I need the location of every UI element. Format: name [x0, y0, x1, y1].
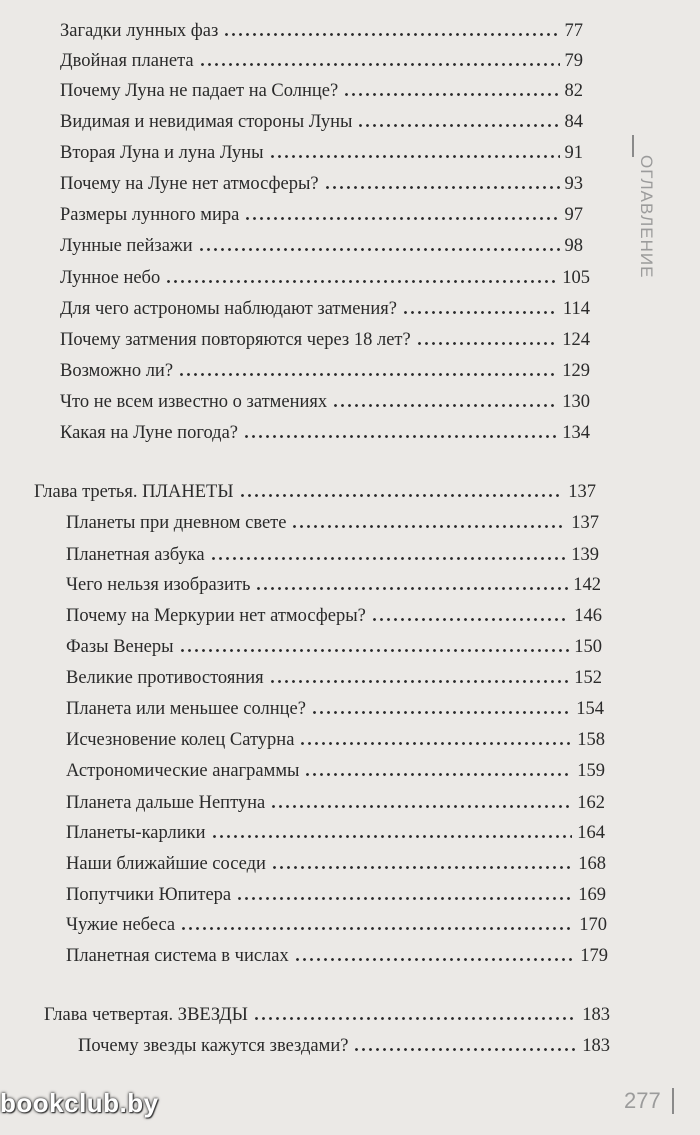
toc-leader-dots: [198, 236, 560, 252]
toc-entry-title: Исчезновение колец Сатурна: [66, 730, 295, 750]
toc-leader-dots: [243, 423, 557, 439]
toc-entry: [34, 477, 596, 507]
running-head-bar: [632, 135, 634, 157]
toc-entry-page: 77: [564, 21, 583, 41]
toc-leader-dots: [311, 699, 571, 715]
toc-leader-dots: [180, 915, 574, 931]
toc-entry: [60, 356, 590, 386]
toc-entry: [60, 16, 583, 46]
toc-entry-title: Видимая и невидимая стороны Луны: [60, 112, 353, 132]
toc-entry: [60, 107, 583, 137]
toc-leader-dots: [165, 268, 557, 284]
toc-leader-dots: [416, 330, 558, 346]
toc-entry: [66, 632, 602, 662]
toc-entry: [66, 788, 605, 818]
toc-entry: [66, 663, 602, 693]
toc-entry: [78, 1031, 610, 1061]
toc-entry-title: Попутчики Юпитера: [66, 885, 232, 905]
toc-entry-page: 170: [579, 915, 607, 935]
toc-leader-dots: [236, 885, 573, 901]
toc-entry-page: 152: [574, 668, 602, 688]
toc-entry-title: Почему звезды кажутся звездами?: [78, 1036, 349, 1056]
toc-leader-dots: [269, 143, 560, 159]
toc-entry: [60, 294, 590, 324]
toc-leader-dots: [178, 361, 557, 377]
toc-entry-title: Почему Луна не падает на Солнце?: [60, 81, 339, 101]
toc-entry-title: Лунное небо: [60, 268, 161, 288]
toc-entry: [66, 910, 607, 940]
toc-entry: [60, 325, 590, 355]
toc-entry: [66, 941, 608, 971]
toc-entry: [60, 138, 583, 168]
toc-entry-page: 91: [564, 143, 583, 163]
toc-entry-title: Какая на Луне погода?: [60, 423, 238, 443]
toc-entry-title: Астрономические анаграммы: [66, 761, 300, 781]
toc-leader-dots: [353, 1036, 577, 1052]
toc-entry-page: 169: [578, 885, 606, 905]
toc-entry-page: 130: [562, 392, 590, 412]
toc-leader-dots: [294, 946, 576, 962]
toc-entry-page: 98: [564, 236, 583, 256]
toc-entry: [66, 818, 605, 848]
toc-entry-page: 179: [580, 946, 608, 966]
toc-leader-dots: [304, 761, 572, 777]
toc-leader-dots: [332, 392, 557, 408]
toc-entry-page: 82: [564, 81, 583, 101]
toc-entry-page: 97: [564, 205, 583, 225]
toc-entry-page: 139: [571, 545, 599, 565]
toc-entry: [66, 540, 599, 570]
toc-leader-dots: [253, 1005, 577, 1021]
toc-entry-title: Чужие небеса: [66, 915, 176, 935]
toc-entry-page: 134: [562, 423, 590, 443]
toc-entry-title: Двойная планета: [60, 51, 194, 71]
toc-entry-title: Что не всем известно о затмениях: [60, 392, 328, 412]
toc-entry-title: Загадки лунных фаз: [60, 21, 219, 41]
toc-leader-dots: [324, 174, 560, 190]
toc-leader-dots: [291, 513, 566, 529]
toc-entry-page: 84: [564, 112, 583, 132]
toc-entry-page: 150: [574, 637, 602, 657]
toc-entry: [66, 849, 606, 879]
toc-entry: [60, 169, 583, 199]
toc-entry-title: Вторая Луна и луна Луны: [60, 143, 264, 163]
toc-entry-page: 162: [577, 793, 605, 813]
toc-entry-title: Глава четвертая. ЗВЕЗДЫ: [44, 1005, 248, 1025]
toc-entry-page: 137: [571, 513, 599, 533]
toc-leader-dots: [371, 606, 569, 622]
toc-entry-title: Почему на Меркурии нет атмосферы?: [66, 606, 366, 626]
toc-entry-title: Планетная азбука: [66, 545, 205, 565]
toc-entry-title: Планеты при дневном свете: [66, 513, 287, 533]
toc-entry: [66, 880, 606, 910]
toc-entry: [60, 76, 583, 106]
toc-leader-dots: [270, 793, 572, 809]
toc-entry-page: 154: [576, 699, 604, 719]
running-head-text: ОГЛАВЛЕНИЕ: [637, 155, 656, 279]
toc-entry-title: Для чего астрономы наблюдают затмения?: [60, 299, 397, 319]
toc-entry-title: Лунные пейзажи: [60, 236, 193, 256]
toc-entry-title: Почему затмения повторяются через 18 лет?: [60, 330, 411, 350]
toc-entry: [60, 418, 590, 448]
toc-leader-dots: [244, 205, 559, 221]
toc-entry: [60, 200, 583, 230]
toc-entry: [60, 231, 583, 261]
toc-entry-page: 159: [577, 761, 605, 781]
running-head: [612, 135, 682, 295]
toc-leader-dots: [255, 575, 568, 591]
toc-entry-title: Фазы Венеры: [66, 637, 174, 657]
toc-entry-page: 137: [568, 482, 596, 502]
toc-leader-dots: [211, 823, 573, 839]
toc-entry-page: 183: [582, 1005, 610, 1025]
toc-entry-page: 114: [562, 299, 590, 319]
watermark: bookclub.by: [0, 1088, 159, 1118]
toc-entry-title: Глава третья. ПЛАНЕТЫ: [34, 482, 234, 502]
toc-entry: [66, 601, 602, 631]
toc-leader-dots: [299, 730, 572, 746]
toc-leader-dots: [271, 854, 573, 870]
toc-entry-page: 129: [562, 361, 590, 381]
toc-entry-page: 183: [582, 1036, 610, 1056]
toc-entry-page: 158: [577, 730, 605, 750]
toc-entry: [66, 508, 599, 538]
toc-entry: [60, 387, 590, 417]
toc-entry-title: Возможно ли?: [60, 361, 174, 381]
toc-entry: [60, 263, 590, 293]
toc-leader-dots: [402, 299, 558, 315]
toc-entry: [66, 725, 605, 755]
toc-entry-title: Чего нельзя изобразить: [66, 575, 251, 595]
toc-entry-page: 105: [562, 268, 590, 288]
toc-entry: [60, 46, 583, 76]
toc-entry-title: Планеты-карлики: [66, 823, 206, 843]
toc-leader-dots: [179, 637, 570, 653]
toc-entry-page: 164: [577, 823, 605, 843]
toc-leader-dots: [223, 21, 559, 37]
toc-entry-title: Великие противостояния: [66, 668, 264, 688]
toc-leader-dots: [210, 545, 567, 561]
toc-entry-page: 93: [564, 174, 583, 194]
toc-entry-title: Планетная система в числах: [66, 946, 289, 966]
toc-entry-title: Планета дальше Нептуна: [66, 793, 266, 813]
page-number: 277: [624, 1088, 661, 1113]
toc-entry-title: Почему на Луне нет атмосферы?: [60, 174, 319, 194]
toc-leader-dots: [343, 81, 559, 97]
toc-entry-title: Планета или меньшее солнце?: [66, 699, 306, 719]
page-number-bar: [672, 1088, 674, 1114]
toc-leader-dots: [357, 112, 559, 128]
toc-entry: [66, 570, 601, 600]
toc-entry-page: 79: [564, 51, 583, 71]
toc-entry-title: Наши ближайшие соседи: [66, 854, 266, 874]
toc-entry: [66, 694, 604, 724]
toc-entry: [44, 1000, 610, 1030]
toc-entry-page: 146: [574, 606, 602, 626]
toc-entry-page: 142: [573, 575, 601, 595]
toc-entry-page: 168: [578, 854, 606, 874]
toc-leader-dots: [269, 668, 570, 684]
toc-entry: [66, 756, 605, 786]
toc-leader-dots: [199, 51, 560, 67]
toc-entry-title: Размеры лунного мира: [60, 205, 240, 225]
toc-entry-page: 124: [562, 330, 590, 350]
toc-leader-dots: [239, 482, 564, 498]
